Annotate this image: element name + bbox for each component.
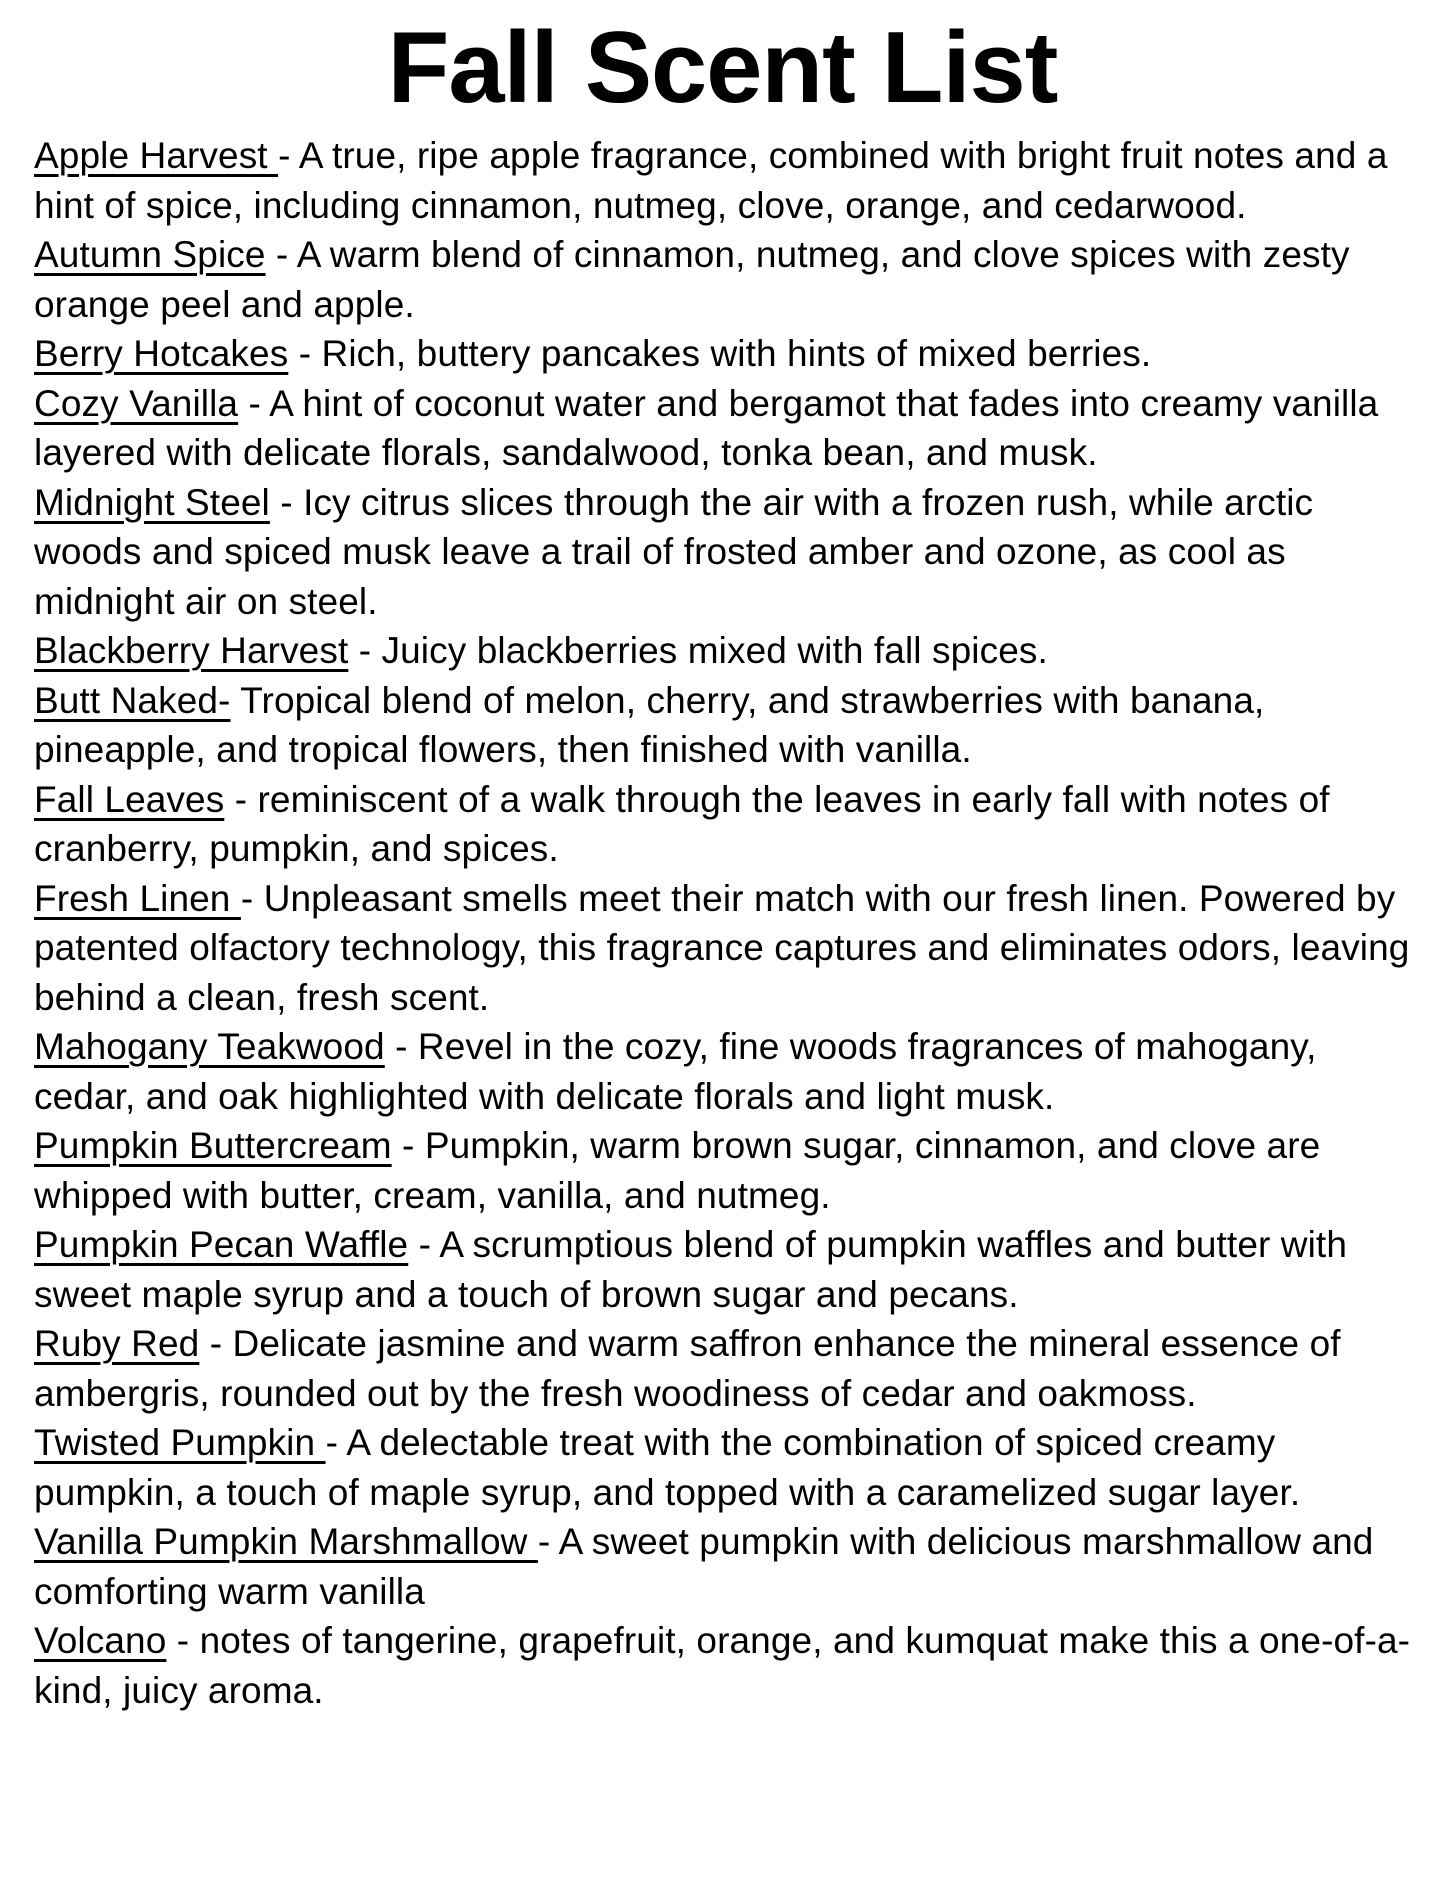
scent-name: Cozy Vanilla [34, 382, 239, 424]
scent-entry [34, 676, 1411, 775]
scent-separator: - [348, 630, 382, 672]
scent-description: Revel in the cozy, fine woods fragrances of mahogany, cedar, and oak highlighted with delicate florals and light musk. [34, 1026, 1317, 1117]
scent-description: A delectable treat with the combination of spiced creamy pumpkin, a touch of maple syrup, and topped with a caramelized sugar layer. [34, 1422, 1301, 1513]
document-page [0, 12, 1445, 1887]
scent-separator: - [537, 1521, 559, 1563]
scent-description: A warm blend of cinnamon, nutmeg, and clove spices with zesty orange peel and apple. [34, 234, 1350, 325]
scent-separator: - [199, 1323, 233, 1365]
scent-name: Volcano [34, 1620, 167, 1662]
scent-entry [34, 1121, 1411, 1220]
scent-name: Pumpkin Pecan Waffle [34, 1224, 409, 1266]
scent-description: Pumpkin, warm brown sugar, cinnamon, and clove are whipped with butter, cream, vanilla, and nutmeg. [34, 1125, 1321, 1216]
page-title: Fall Scent List [387, 12, 1058, 124]
scent-entry [34, 379, 1411, 478]
scent-separator: - [269, 481, 304, 523]
scent-name: Twisted Pumpkin [34, 1422, 326, 1464]
scent-entry [34, 1517, 1411, 1616]
scent-description: Delicate jasmine and warm saffron enhance the mineral essence of ambergris, rounded out by the fresh woodiness of cedar and oakmoss. [34, 1323, 1341, 1414]
scent-separator: - [224, 778, 258, 820]
scent-name: Pumpkin Buttercream [34, 1125, 392, 1167]
scent-entry [34, 1418, 1411, 1517]
scent-name: Vanilla Pumpkin Marshmallow [34, 1521, 538, 1563]
scent-name: Fresh Linen [34, 877, 241, 919]
scent-description: A true, ripe apple fragrance, combined with bright fruit notes and a hint of spice, including cinnamon, nutmeg, clove, orange, and cedarwood. [34, 135, 1388, 226]
scent-separator: - [391, 1125, 425, 1167]
scent-name: Blackberry Harvest [34, 630, 349, 672]
scent-description: Unpleasant smells meet their match with our fresh linen. Powered by patented olfactory technology, this fragrance captures and eliminates odors, leaving behind a clean, fresh scent. [34, 877, 1410, 1018]
scent-list [0, 131, 1445, 1715]
scent-description: Tropical blend of melon, cherry, and strawberries with banana, pineapple, and tropical flowers, then finished with vanilla. [34, 679, 1265, 771]
scent-name: Berry Hotcakes [34, 333, 289, 375]
scent-entry [34, 1616, 1411, 1715]
scent-name: Autumn Spice [34, 234, 266, 276]
scent-separator: - [166, 1620, 200, 1662]
scent-separator: - [265, 234, 297, 276]
scent-name: Butt Naked- [34, 679, 231, 721]
scent-entry [34, 1022, 1411, 1121]
scent-separator: - [408, 1224, 440, 1266]
scent-separator: - [278, 135, 299, 177]
scent-description: A hint of coconut water and bergamot that fades into creamy vanilla layered with delicate florals, sandalwood, tonka bean, and musk. [34, 382, 1379, 474]
scent-name: Ruby Red [34, 1323, 200, 1365]
scent-separator: - [288, 333, 322, 375]
scent-name: Mahogany Teakwood [34, 1026, 385, 1068]
scent-description: Icy citrus slices through the air with a frozen rush, while arctic woods and spiced musk leave a trail of frosted amber and ozone, as cool as midnight air on steel. [34, 481, 1314, 622]
scent-separator: - [238, 382, 270, 424]
scent-entry [34, 1220, 1411, 1319]
scent-separator: - [325, 1422, 347, 1464]
scent-name: Fall Leaves [34, 778, 225, 820]
scent-entry [34, 230, 1411, 329]
scent-description: A scrumptious blend of pumpkin waffles and butter with sweet maple syrup and a touch of brown sugar and pecans. [34, 1224, 1347, 1315]
scent-description: notes of tangerine, grapefruit, orange, and kumquat make this a one-of-a-kind, juicy aroma. [34, 1620, 1411, 1711]
scent-name: Midnight Steel [34, 481, 270, 523]
scent-description: Juicy blackberries mixed with fall spices. [381, 630, 1048, 672]
scent-description: Rich, buttery pancakes with hints of mixed berries. [321, 333, 1152, 375]
scent-entry [34, 874, 1411, 1023]
scent-entry [34, 131, 1411, 230]
scent-entry [34, 626, 1411, 676]
scent-entry [34, 478, 1411, 627]
scent-separator: - [240, 877, 264, 919]
scent-entry [34, 329, 1411, 379]
scent-name: Apple Harvest [34, 135, 279, 177]
scent-description: A sweet pumpkin with delicious marshmallow and comforting warm vanilla [34, 1521, 1374, 1612]
scent-description: reminiscent of a walk through the leaves in early fall with notes of cranberry, pumpkin, and spices. [34, 778, 1330, 870]
scent-separator [230, 680, 240, 721]
scent-separator: - [384, 1026, 418, 1068]
scent-entry [34, 775, 1411, 874]
scent-entry [34, 1319, 1411, 1418]
